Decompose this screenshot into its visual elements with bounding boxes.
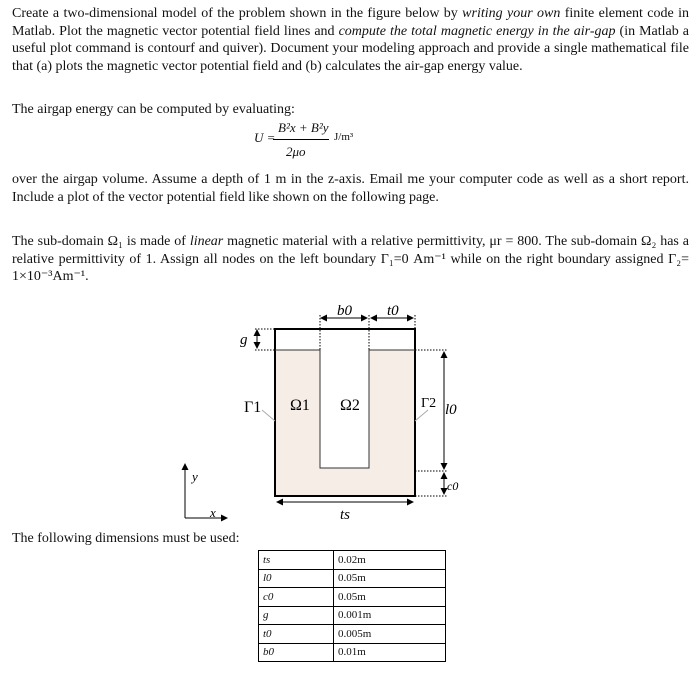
label-gamma1: Γ1 (244, 399, 262, 416)
equation-numerator: B²x + B²y (278, 120, 329, 135)
dimension-value: 0.05m (334, 588, 446, 607)
label-omega2: Ω2 (340, 397, 360, 414)
dimension-name: g (259, 606, 334, 625)
table-row (259, 606, 446, 625)
subdomain-text-1: The sub-domain Ω₁ is made of (12, 234, 190, 249)
dimension-value: 0.001m (334, 606, 446, 625)
dimension-value: 0.01m (334, 643, 446, 662)
equation-lhs: U = (254, 130, 276, 145)
intro-emphasis-1: writing your own (462, 6, 561, 21)
label-x: x (210, 505, 216, 520)
equation-denominator: 2μo (286, 144, 306, 159)
dimensions-table (258, 550, 446, 662)
label-l0: l0 (445, 402, 457, 418)
table-row (259, 551, 446, 570)
dimension-value: 0.05m (334, 569, 446, 588)
label-omega1: Ω1 (290, 397, 310, 414)
dimensions-intro: The following dimensions must be used: (12, 531, 240, 546)
equation-units: J/m³ (334, 131, 354, 143)
intro-text-1: Create a two-dimensional model of the problem shown in the figure below by (12, 6, 463, 21)
dimension-name: b0 (259, 643, 334, 662)
intro-text-3: (in Matlab a useful plot command is contourf and quiver). Document your modeling approach and provide a single mathematical file that (a) plots the magnetic vector potential field and (b) calculates the air-gap energy value. (12, 23, 689, 74)
dimension-name: t0 (259, 625, 334, 644)
volume-paragraph: over the airgap volume. Assume a depth of 1 m in the z-axis. Email me your computer code as well as a short report. Include a plot of the vector potential field like shown on the following page. (12, 172, 689, 205)
dimension-name: c0 (259, 588, 334, 607)
dimension-name: ts (259, 551, 334, 570)
label-b0: b0 (337, 303, 352, 319)
label-t0: t0 (387, 303, 399, 319)
label-gamma2: Γ2 (421, 396, 437, 411)
label-y: y (192, 469, 198, 484)
intro-emphasis-2: compute the total magnetic energy in the air-gap (338, 23, 616, 39)
label-ts: ts (340, 507, 351, 523)
subdomain-text-2: magnetic material with a relative permittivity, μr = 800. The sub-domain Ω₂ has a relative permittivity of 1. Assign all nodes on the left boundary Γ₁=0 Am⁻¹ while on the right boundary assigned Γ₂= 1×10⁻³Am⁻¹. (12, 234, 689, 284)
table-row (259, 588, 446, 607)
label-c0: c0 (447, 479, 459, 493)
subdomain-emphasis: linear (189, 234, 224, 249)
dimension-name: l0 (259, 569, 334, 588)
label-g: g (240, 332, 248, 348)
dimension-value: 0.02m (334, 551, 446, 570)
energy-intro: The airgap energy can be computed by evaluating: (12, 102, 295, 117)
table-row (259, 643, 446, 662)
table-row (259, 625, 446, 644)
intro-text-2: finite element code in Matlab. Plot the magnetic vector potential field lines and (12, 6, 689, 39)
dimension-value: 0.005m (334, 625, 446, 644)
table-row (259, 569, 446, 588)
